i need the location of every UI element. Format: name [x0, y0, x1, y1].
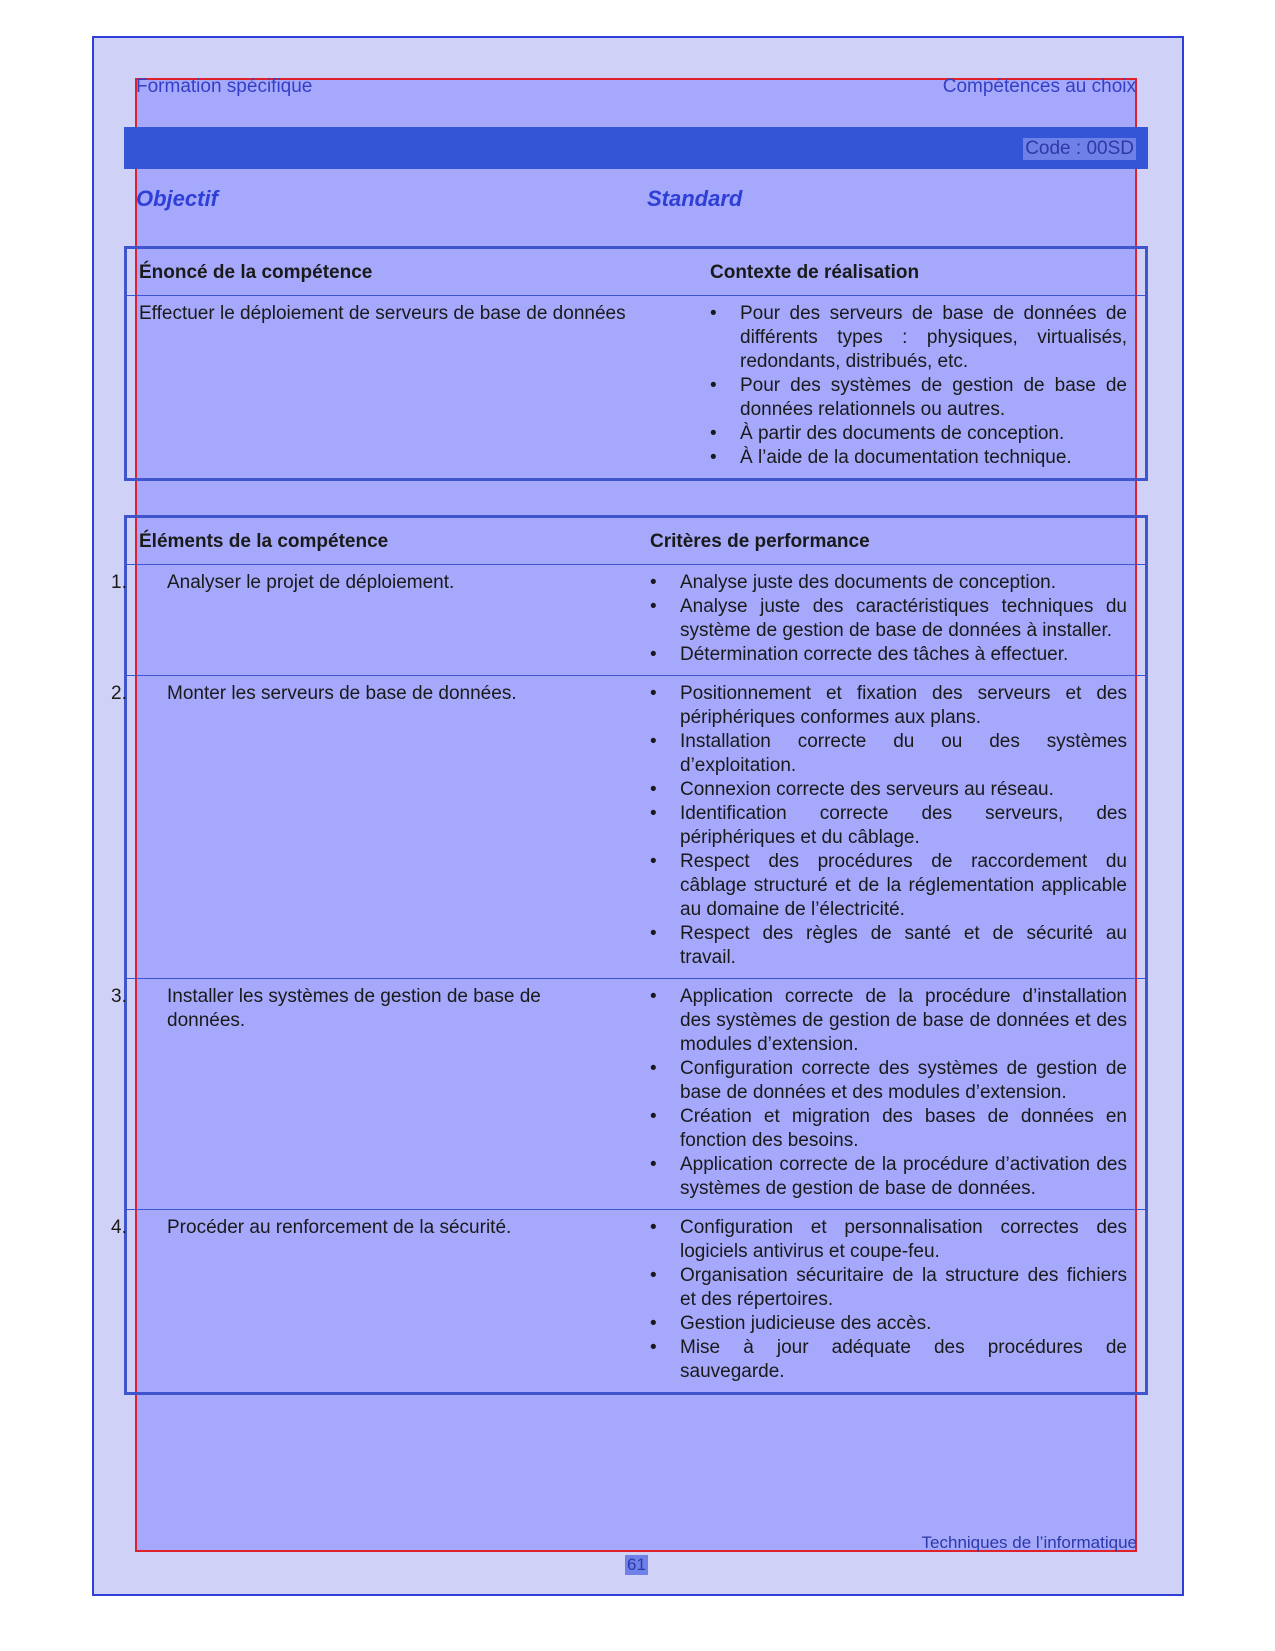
list-item: • Pour des serveurs de base de données de différents types : physiques, virtualisés, redondants, distribués, etc.	[710, 302, 1127, 374]
page-number: 61	[627, 1555, 646, 1574]
list-item: • Configuration correcte des systèmes de gestion de base de données et des modules d’extension.	[650, 1057, 1127, 1105]
header-right: Compétences au choix	[942, 76, 1136, 97]
list-item: • Installation correcte du ou des systèmes d’exploitation.	[650, 730, 1127, 778]
list-item: • Configuration et personnalisation correctes des logiciels antivirus et coupe-feu.	[650, 1216, 1127, 1264]
list-item: • Analyse juste des caractéristiques techniques du système de gestion de base de données à installer.	[650, 595, 1127, 643]
statement-header: Énoncé de la compétence	[139, 262, 373, 283]
standard-heading: Standard	[647, 186, 743, 211]
list-item: • Organisation sécuritaire de la structure des fichiers et des répertoires.	[650, 1264, 1127, 1312]
criteria-list	[650, 985, 1127, 1201]
running-header	[136, 76, 1136, 98]
table-row	[126, 979, 1147, 1210]
list-item: • Positionnement et fixation des serveurs et des périphériques conformes aux plans.	[650, 682, 1127, 730]
list-item: • Mise à jour adéquate des procédures de sauvegarde.	[650, 1336, 1127, 1384]
statement-table	[124, 246, 1148, 481]
element-text: 3. Installer les systèmes de gestion de base de données.	[111, 986, 541, 1031]
list-item: • Respect des procédures de raccordement du câblage structuré et de la réglementation applicable au domaine de l’électricité.	[650, 850, 1127, 922]
competency-statement: Effectuer le déploiement de serveurs de base de données	[139, 303, 626, 324]
list-item: • À partir des documents de conception.	[710, 422, 1127, 446]
code-banner	[124, 127, 1148, 169]
element-text: 1. Analyser le projet de déploiement.	[111, 572, 455, 593]
list-item: • Identification correcte des serveurs, des périphériques et du câblage.	[650, 802, 1127, 850]
list-item: • Application correcte de la procédure d’activation des systèmes de gestion de base de données.	[650, 1153, 1127, 1201]
list-item: • Détermination correcte des tâches à effectuer.	[650, 643, 1127, 667]
elements-table	[111, 515, 1148, 1395]
list-item: • Analyse juste des documents de conception.	[650, 571, 1127, 595]
list-item: • Création et migration des bases de données en fonction des besoins.	[650, 1105, 1127, 1153]
elements-header: Éléments de la compétence	[139, 531, 389, 552]
list-item: • Gestion judicieuse des accès.	[650, 1312, 1127, 1336]
list-item: • Pour des systèmes de gestion de base de données relationnels ou autres.	[710, 374, 1127, 422]
footer-program: Techniques de l’informatique	[921, 1533, 1137, 1552]
element-text: 4. Procéder au renforcement de la sécurité.	[111, 1217, 512, 1238]
list-item: • Connexion correcte des serveurs au réseau.	[650, 778, 1127, 802]
list-item: • À l’aide de la documentation technique.	[710, 446, 1127, 470]
table-row	[126, 1210, 1147, 1394]
criteria-list	[650, 1216, 1127, 1384]
context-header: Contexte de réalisation	[710, 262, 920, 283]
table-row	[126, 565, 1147, 676]
competency-code: Code : 00SD	[1025, 138, 1134, 159]
criteria-header: Critères de performance	[650, 531, 870, 552]
header-left: Formation spécifique	[136, 76, 313, 97]
objective-heading: Objectif	[136, 186, 218, 211]
list-item: • Respect des règles de santé et de sécurité au travail.	[650, 922, 1127, 970]
criteria-list	[650, 571, 1127, 667]
list-item: • Application correcte de la procédure d’installation des systèmes de gestion de base de données et des modules d’extension.	[650, 985, 1127, 1057]
element-text: 2. Monter les serveurs de base de données.	[111, 683, 517, 704]
objective-standard-row	[136, 186, 1136, 212]
criteria-list	[650, 682, 1127, 970]
table-row	[126, 676, 1147, 979]
context-list	[710, 302, 1127, 470]
